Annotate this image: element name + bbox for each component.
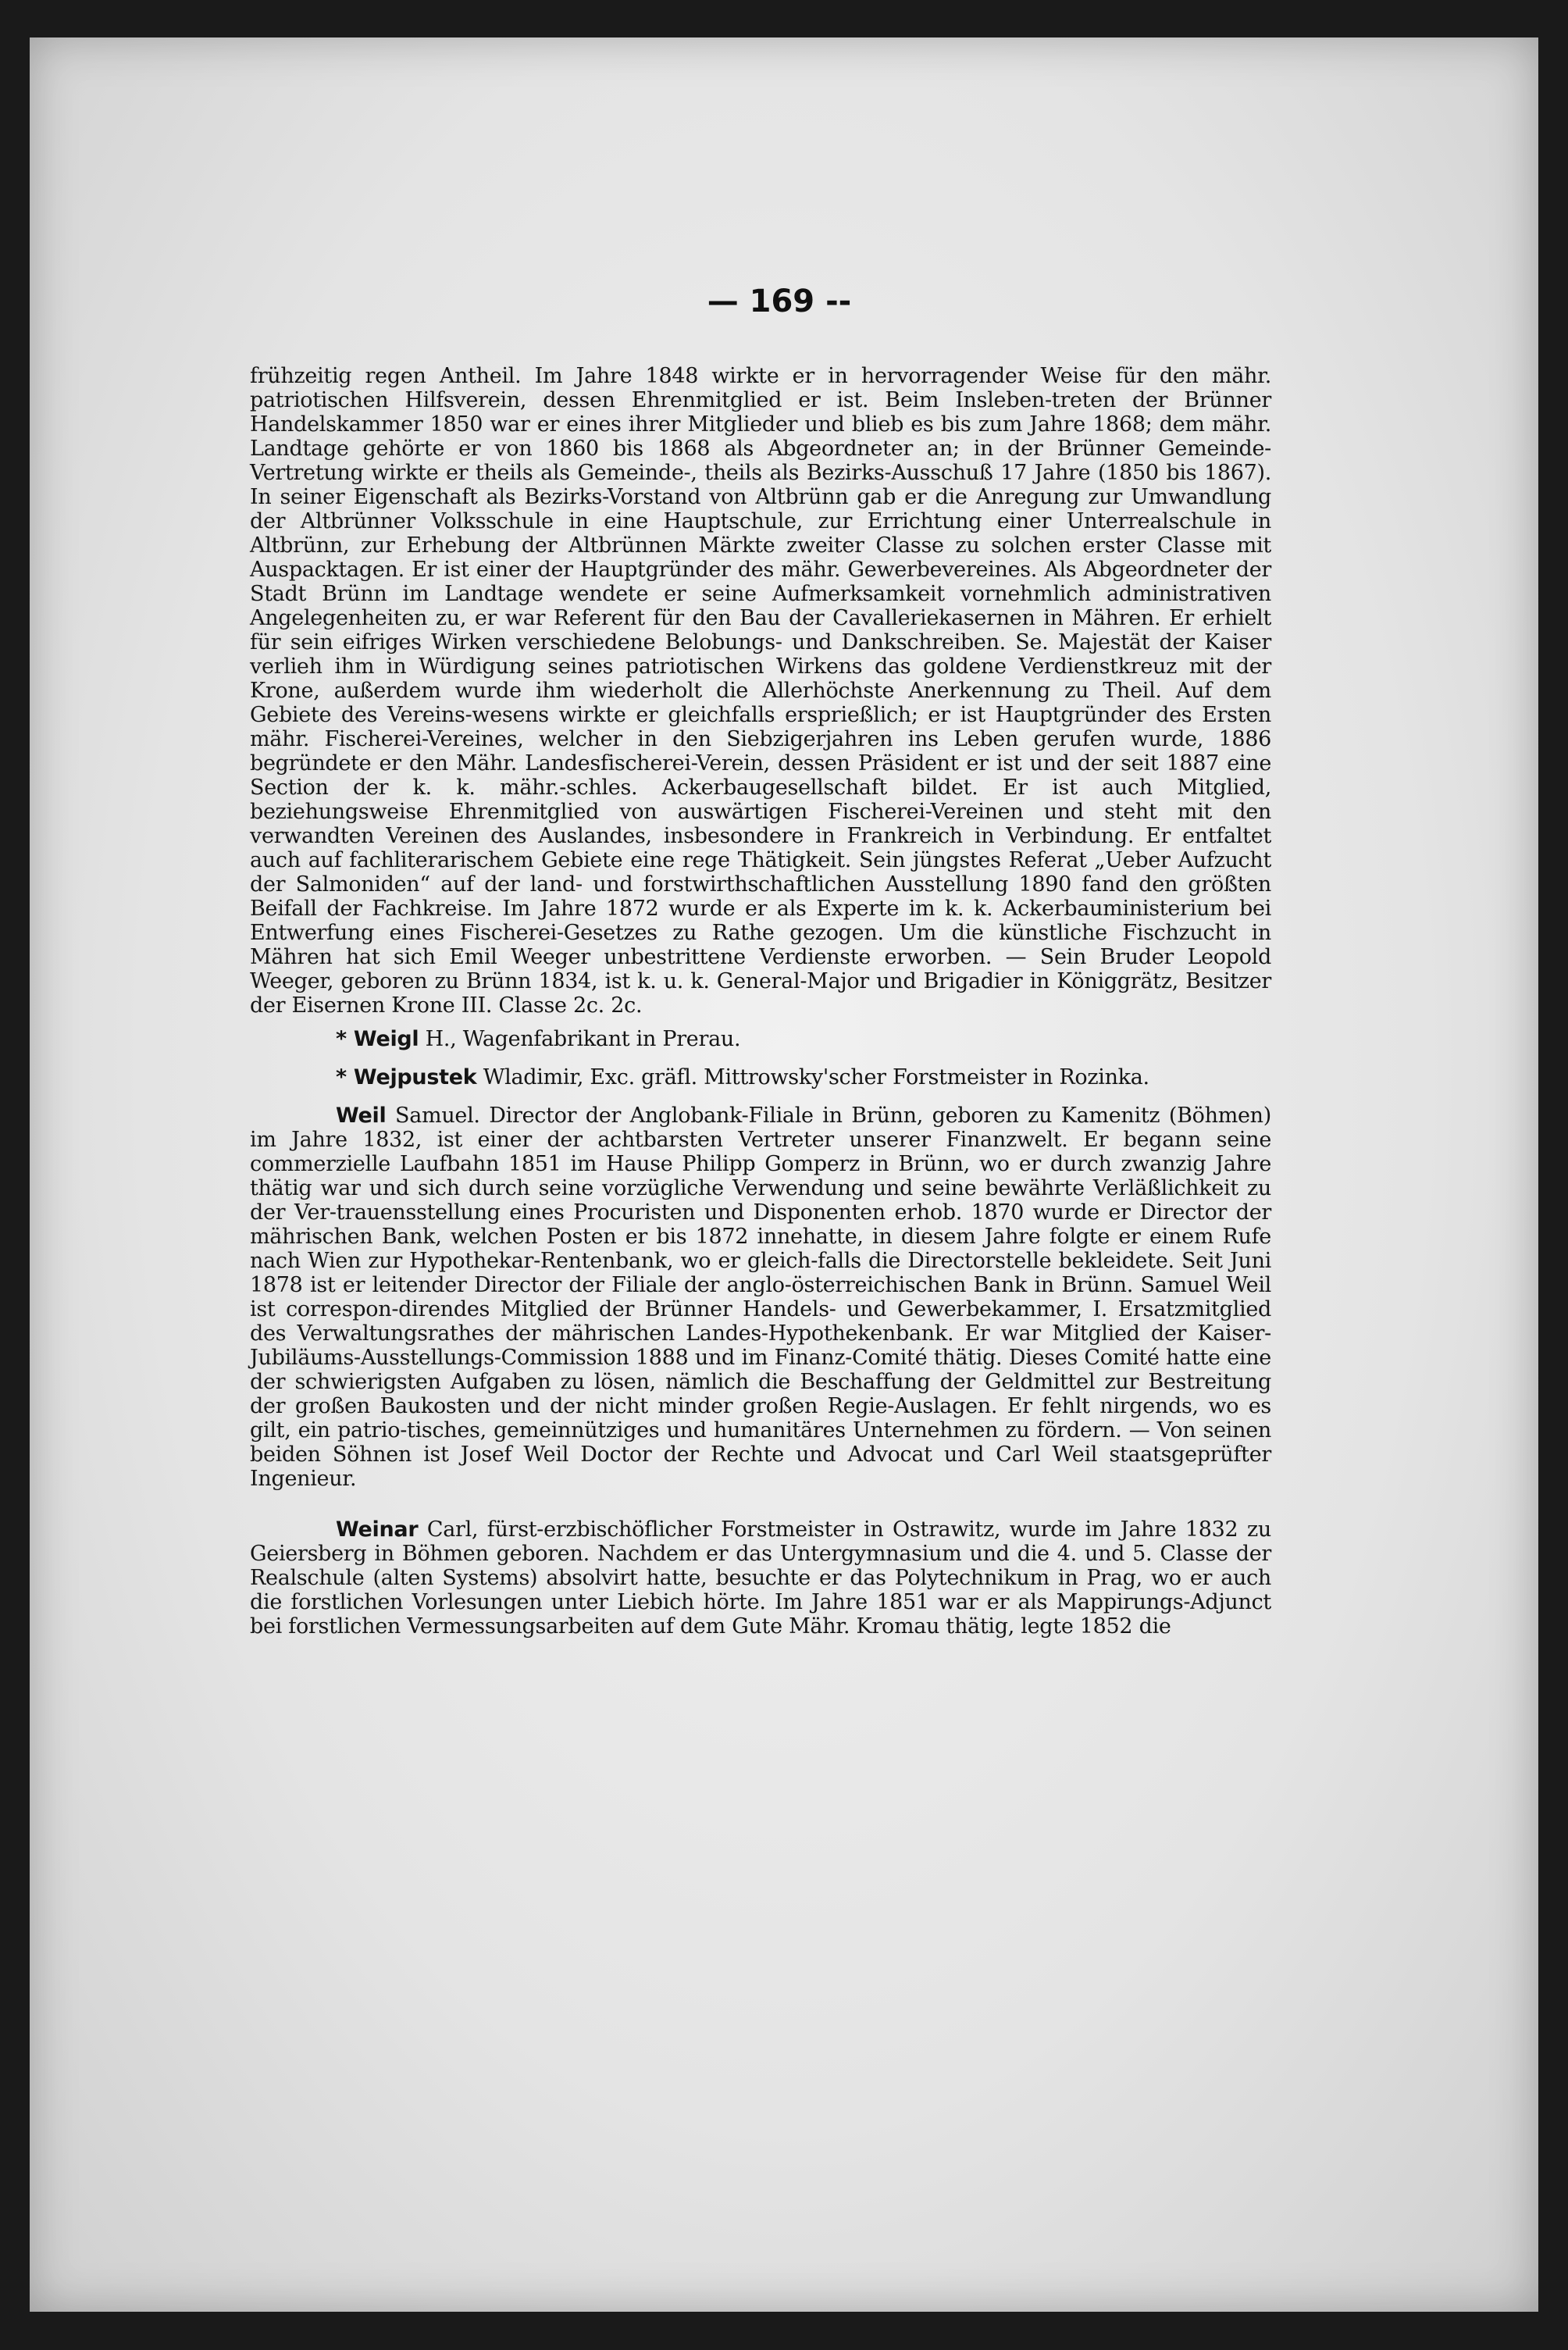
entry-text: H., Wagenfabrikant in Prerau. bbox=[419, 1027, 741, 1051]
entry-wejpustek bbox=[250, 1065, 1271, 1089]
body-text bbox=[250, 364, 1271, 1639]
scanned-page bbox=[30, 37, 1538, 2312]
page-number: — 169 -- bbox=[707, 283, 852, 319]
entry-text: Wladimir, Exc. gräfl. Mittrowsky'scher Forstmeister in Rozinka. bbox=[476, 1065, 1149, 1089]
entry-weigl bbox=[250, 1027, 1271, 1051]
entry-name: Weil bbox=[336, 1104, 387, 1128]
entry-name: Weinar bbox=[336, 1517, 419, 1542]
entry-text: Samuel. Director der Anglobank-Filiale in Brünn, geboren zu Kamenitz (Böhmen) im Jahre 1832, ist einer der achtbarsten Vertreter unserer Finanzwelt. Er begann seine commerzielle Laufbahn 1851 im Hause Philipp Gomperz in Brünn, wo er durch zwanzig Jahre thätig war und sich durch seine vorzügliche Verwendung und seine bewährte Verläßlichkeit zu der Ver-trauensstellung eines Procuristen und Disponenten erhob. 1870 wurde er Director der mährischen Bank, welchen Posten er bis 1872 innehatte, in diesem Jahre folgte er einem Rufe nach Wien zur Hypothekar-Rentenbank, wo er gleich-falls die Directorstelle bekleidete. Seit Juni 1878 ist er leitender Director der Filiale der anglo-österreichischen Bank in Brünn. Samuel Weil ist correspon-direndes Mitglied der Brünner Handels- und Gewerbekammer, I. Ersatzmitglied des Verwaltungsrathes der mährischen Landes-Hypothekenbank. Er war Mitglied der Kaiser-Jubiläums-Ausstellungs-Commission 1888 und im Finanz-Comité thätig. Dieses Comité hatte eine der schwierigsten Aufgaben zu lösen, nämlich die Beschaffung der Geldmittel zur Bestreitung der großen Baukosten und der nicht minder großen Regie-Auslagen. Er fehlt nirgends, wo es gilt, ein patrio-tisches, gemeinnütziges und humanitäres Unternehmen zu fördern. — Von seinen beiden Söhnen ist Josef Weil Doctor der Rechte und Advocat und Carl Weil staatsgeprüfter Ingenieur. bbox=[250, 1104, 1271, 1491]
entry-name: * Wejpustek bbox=[336, 1065, 477, 1089]
entry-text: Carl, fürst-erzbischöflicher Forstmeister in Ostrawitz, wurde im Jahre 1832 zu Geiersberg in Böhmen geboren. Nachdem er das Untergymnasium und die 4. und 5. Classe der Realschule (alten Systems) absolvirt hatte, besuchte er das Polytechnikum in Prag, wo er auch die forstlichen Vorlesungen unter Liebich hörte. Im Jahre 1851 war er als Mappirungs-Adjunct bei forstlichen Vermessungsarbeiten auf dem Gute Mähr. Kromau thätig, legte 1852 die bbox=[250, 1517, 1271, 1639]
entry-weil bbox=[250, 1104, 1271, 1491]
entry-weinar bbox=[250, 1517, 1271, 1639]
entry-name: * Weigl bbox=[336, 1027, 419, 1051]
continuation-paragraph: frühzeitig regen Antheil. Im Jahre 1848 wirkte er in hervorragender Weise für den mähr. patriotischen Hilfsverein, dessen Ehrenmitglied er ist. Beim Insleben-treten der Brünner Handelskammer 1850 war er eines ihrer Mitglieder und blieb es bis zum Jahre 1868; dem mähr. Landtage gehörte er von 1860 bis 1868 als Abgeordneter an; in der Brünner Gemeinde-Vertretung wirkte er theils als Gemeinde-, theils als Bezirks-Ausschuß 17 Jahre (1850 bis 1867). In seiner Eigenschaft als Bezirks-Vorstand von Altbrünn gab er die Anregung zur Umwandlung der Altbrünner Volksschule in eine Hauptschule, zur Errichtung einer Unterrealschule in Altbrünn, zur Erhebung der Altbrünnen Märkte zweiter Classe zu solchen erster Classe mit Auspacktagen. Er ist einer der Hauptgründer des mähr. Gewerbevereines. Als Abgeordneter der Stadt Brünn im Landtage wendete er seine Aufmerksamkeit vornehmlich administrativen Angelegenheiten zu, er war Referent für den Bau der Cavalleriekasernen in Mähren. Er erhielt für sein eifriges Wirken verschiedene Belobungs- und Dankschreiben. Se. Majestät der Kaiser verlieh ihm in Würdigung seines patriotischen Wirkens das goldene Verdienstkreuz mit der Krone, außerdem wurde ihm wiederholt die Allerhöchste Anerkennung zu Theil. Auf dem Gebiete des Vereins-wesens wirkte er gleichfalls ersprießlich; er ist Hauptgründer des Ersten mähr. Fischerei-Vereines, welcher in den Siebzigerjahren ins Leben gerufen wurde, 1886 begründete er den Mähr. Landesfischerei-Verein, dessen Präsident er ist und der seit 1887 eine Section der k. k. mähr.-schles. Ackerbaugesellschaft bildet. Er ist auch Mitglied, beziehungsweise Ehrenmitglied von auswärtigen Fischerei-Vereinen und steht mit den verwandten Vereinen des Auslandes, insbesondere in Frankreich in Verbindung. Er entfaltet auch auf fachliterarischem Gebiete eine rege Thätigkeit. Sein jüngstes Referat „Ueber Aufzucht der Salmoniden“ auf der land- und forstwirthschaftlichen Ausstellung 1890 fand den größten Beifall der Fachkreise. Im Jahre 1872 wurde er als Experte im k. k. Ackerbauministerium bei Entwerfung eines Fischerei-Gesetzes zu Rathe gezogen. Um die künstliche Fischzucht in Mähren hat sich Emil Weeger unbestrittene Verdienste erworben. — Sein Bruder Leopold Weeger, geboren zu Brünn 1834, ist k. u. k. General-Major und Brigadier in Königgrätz, Besitzer der Eisernen Krone III. Classe 2c. 2c. bbox=[250, 364, 1271, 1018]
